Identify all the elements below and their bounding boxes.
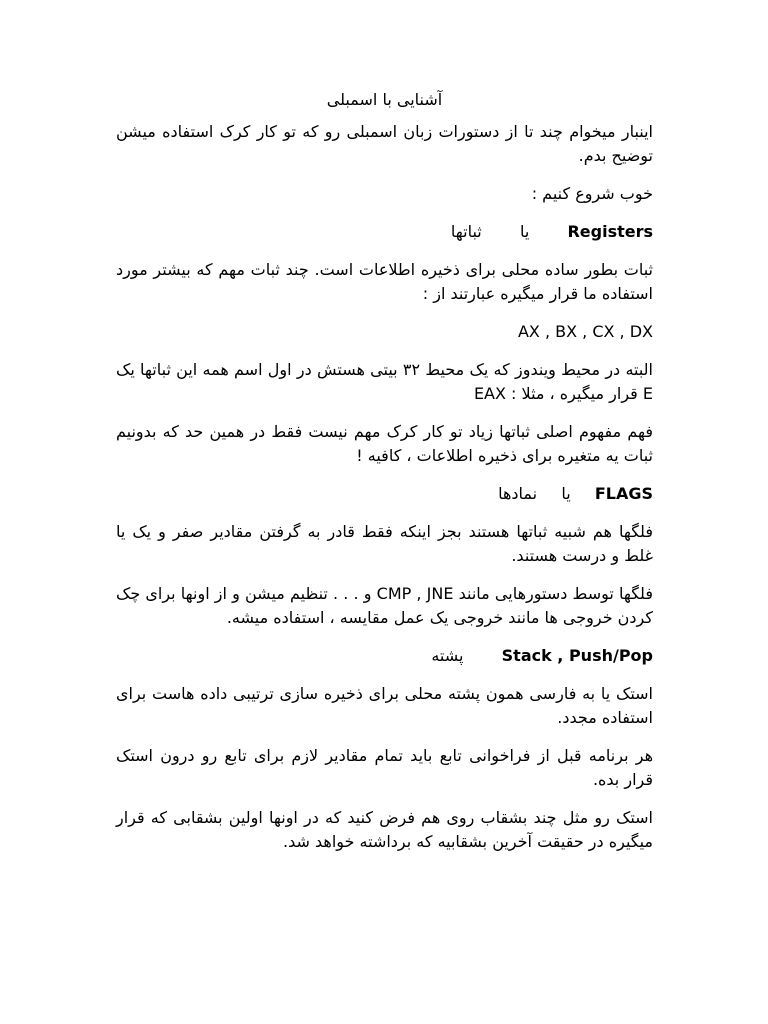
flags-heading-en: FLAGS [594,484,653,503]
stack-heading-fa: پشته [431,646,464,665]
flags-heading-fa: نمادها [498,484,538,503]
registers-list [116,320,653,344]
registers-paragraph-2: البته در محیط ویندوز که یک محیط ۳۲ بیتی هستش در اول اسم همه این ثباتها یک E قرار میگیره ، مثلا : EAX [116,360,653,403]
registers-heading-en: Registers [567,222,653,241]
document-page [116,88,653,868]
registers-paragraph-1: ثبات بطور ساده محلی برای ذخیره اطلاعات است. چند ثبات مهم که بیشتر مورد استفاده ما قرار میگیره عبارتند از : [116,260,653,303]
stack-paragraph-1: استک یا به فارسی همون پشته محلی برای ذخیره سازی ترتیبی داده هاست برای استفاده مجدد. [116,684,653,727]
stack-paragraph-3: استک رو مثل چند بشقاب روی هم فرض کنید که در اونها اولین بشقابی که قرار میگیره در حقیقت آخرین بشقابیه که برداشته خواهد شد. [116,808,653,851]
stack-heading-en: Stack , Push/Pop [501,646,653,665]
document-title: آشنایی با اسمبلی [326,90,443,109]
flags-paragraph-1: فلگها هم شبیه ثباتها هستند بجز اینکه فقط قادر به گرفتن مقادیر صفر و یک یا غلط و درست هستند. [116,522,653,565]
flags-heading [116,482,653,506]
registers-list-text: AX , BX , CX , DX [517,322,653,341]
registers-heading-fa: ثباتها [450,222,482,241]
intro-paragraph: اینبار میخوام چند تا از دستورات زبان اسمبلی رو که تو کار کرک استفاده میشن توضیح بدم. [116,122,653,165]
registers-paragraph-3: فهم مفهوم اصلی ثباتها زیاد تو کار کرک مهم نیست فقط در همین حد که بدونیم ثبات یه متغیره برای ذخیره اطلاعات ، کافیه ! [116,422,653,465]
registers-heading-mid: یا [519,222,530,241]
stack-paragraph-2: هر برنامه قبل از فراخوانی تابع باید تمام مقادیر لازم برای تابع رو درون استک قرار بده. [116,746,653,789]
flags-heading-mid: یا [561,484,571,503]
stack-heading [116,644,653,668]
start-line: خوب شروع کنیم : [531,184,653,203]
flags-paragraph-2: فلگها توسط دستورهایی مانند CMP , JNE و . . . تنظیم میشن و از اونها برای چک کردن خروجی ها مانند خروجی یک عمل مقایسه ، استفاده میشه. [116,584,654,627]
registers-heading [116,220,653,244]
